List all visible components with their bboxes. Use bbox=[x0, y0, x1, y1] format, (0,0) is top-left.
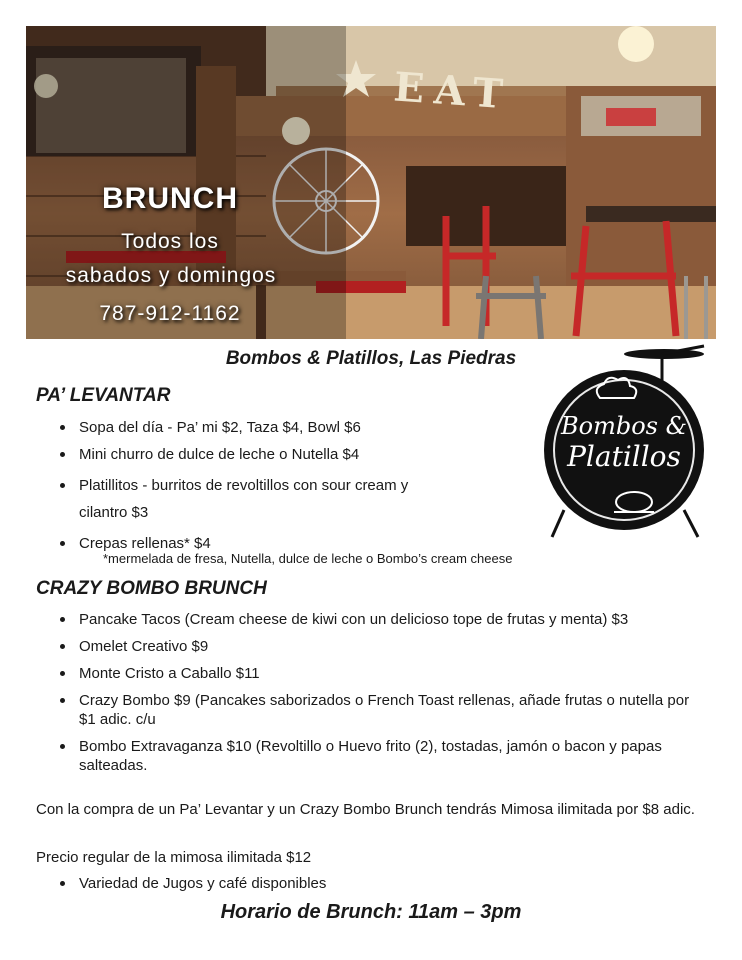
crepas-footnote: *mermelada de fresa, Nutella, dulce de leche o Bombo’s cream cheese bbox=[103, 551, 513, 566]
list-item: Omelet Creativo $9 bbox=[36, 637, 706, 656]
list-item: Variedad de Jugos y café disponibles bbox=[36, 874, 706, 893]
section-title-crazy-bombo-brunch: CRAZY BOMBO BRUNCH bbox=[36, 578, 267, 599]
location-title: Bombos & Platillos, Las Piedras bbox=[225, 348, 517, 369]
eat-sign: EAT bbox=[392, 63, 515, 119]
pa-levantar-list bbox=[36, 418, 506, 553]
mimosa-offer: Con la compra de un Pa’ Levantar y un Crazy Bombo Brunch tendrás Mimosa ilimitada por $8 adic. bbox=[36, 801, 695, 818]
brunch-hours: Horario de Brunch: 11am – 3pm bbox=[220, 901, 522, 923]
bombos-platillos-logo bbox=[534, 342, 714, 542]
crazy-bombo-list bbox=[36, 610, 706, 775]
bullet-icon bbox=[60, 644, 65, 649]
hero-title: BRUNCH bbox=[102, 182, 238, 215]
hero-overlay-text bbox=[26, 26, 326, 339]
bullet-icon bbox=[60, 541, 65, 546]
list-item: Bombo Extravaganza $10 (Revoltillo o Huevo frito (2), tostadas, jamón o bacon y papas salteadas. bbox=[36, 737, 706, 775]
hero-schedule-line-2: sabados y domingos bbox=[65, 264, 277, 287]
bullet-icon bbox=[60, 425, 65, 430]
list-item: Mini churro de dulce de leche o Nutella $4 bbox=[36, 445, 506, 464]
logo-text-line-1: Bombos & bbox=[561, 412, 687, 440]
bullet-icon bbox=[60, 671, 65, 676]
hero-phone[interactable]: 787-912-1162 bbox=[99, 302, 241, 325]
bullet-icon bbox=[60, 617, 65, 622]
list-item: Platillitos - burritos de revoltillos con sour cream y cilantro $3 bbox=[36, 472, 506, 526]
list-item: Monte Cristo a Caballo $11 bbox=[36, 664, 706, 683]
bullet-icon bbox=[60, 483, 65, 488]
bullet-icon bbox=[60, 452, 65, 457]
list-item: Crepas rellenas* $4 bbox=[36, 534, 506, 553]
list-item: Sopa del día - Pa’ mi $2, Taza $4, Bowl $6 bbox=[36, 418, 506, 437]
hero-schedule-line-1: Todos los bbox=[121, 230, 219, 253]
hero-photo bbox=[26, 26, 716, 339]
extras-list bbox=[36, 874, 706, 893]
bullet-icon bbox=[60, 881, 65, 886]
section-title-pa-levantar: PA’ LEVANTAR bbox=[36, 385, 171, 406]
bullet-icon bbox=[60, 744, 65, 749]
list-item: Pancake Tacos (Cream cheese de kiwi con un delicioso tope de frutas y menta) $3 bbox=[36, 610, 706, 629]
logo-text-line-2: Platillos bbox=[567, 440, 681, 473]
mimosa-regular-price: Precio regular de la mimosa ilimitada $12 bbox=[36, 849, 312, 866]
bullet-icon bbox=[60, 698, 65, 703]
list-item: Crazy Bombo $9 (Pancakes saborizados o French Toast rellenas, añade frutas o nutella por $1 adic. c/u bbox=[36, 691, 706, 729]
